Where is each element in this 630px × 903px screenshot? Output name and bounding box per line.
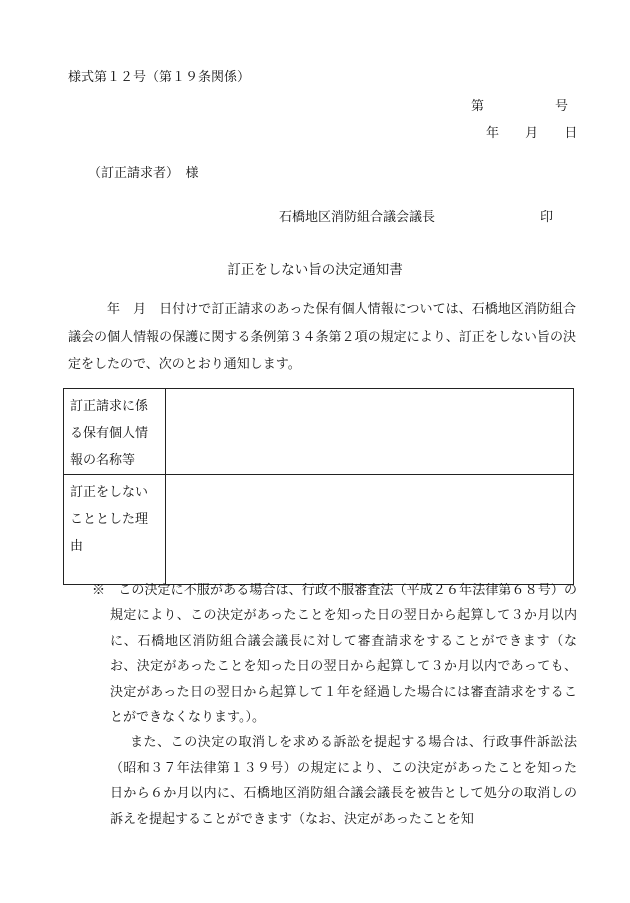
note-appeal: ※ この決定に不服がある場合は、行政不服審査法（平成２６年法律第６８号）の規定により、この決定があったことを知った日の翌日から起算して３か月以内に、石橋地区消防組合議会議長に対して審査請求をすることができます（なお、決定があったことを知った日の翌日から起算して３か月以内であっても、決定があった日の翌日から起算して１年を経過した場合には審査請求をすることができなくなります。）。 [92,583,577,726]
document-number-line [471,95,569,114]
document-title: 訂正をしない旨の決定通知書 [227,262,403,278]
sender-name: 石橋地区消防組合議会議長 [279,210,436,225]
number-suffix: 号 [555,99,569,114]
row-value-reason [166,475,574,585]
date-day: 日 [564,126,578,141]
date-line [486,122,577,141]
table-row [64,475,574,585]
recipient: （訂正請求者） 様 [88,166,199,181]
date-year: 年 [486,126,500,141]
date-month: 月 [525,126,539,141]
number-prefix: 第 [471,99,485,114]
row-label-reason: 訂正をしないこととした理由 [64,475,166,585]
form-number: 様式第１２号（第１９条関係） [68,70,251,85]
note-lawsuit: また、この決定の取消しを求める訴訟を提起する場合は、行政事件訴訟法（昭和３７年法律第１３９号）の規定により、この決定があったことを知った日から６か月以内に、石橋地区消防組合議会議長を被告として処分の取消しの訴えを提起することができます（なお、決定があったことを知 [110,735,577,827]
notes [92,578,577,832]
table-row [64,389,574,475]
seal-mark: 印 [540,210,554,225]
row-value-info-name [166,389,574,475]
info-table [63,388,574,585]
row-label-info-name: 訂正請求に係る保有個人情報の名称等 [64,389,166,475]
intro-paragraph: 年 月 日付けで訂正請求のあった保有個人情報については、石橋地区消防組合議会の個人情報の保護に関する条例第３４条第２項の規定により、訂正をしない旨の決定をしたので、次のとおり通知します。 [68,302,576,372]
